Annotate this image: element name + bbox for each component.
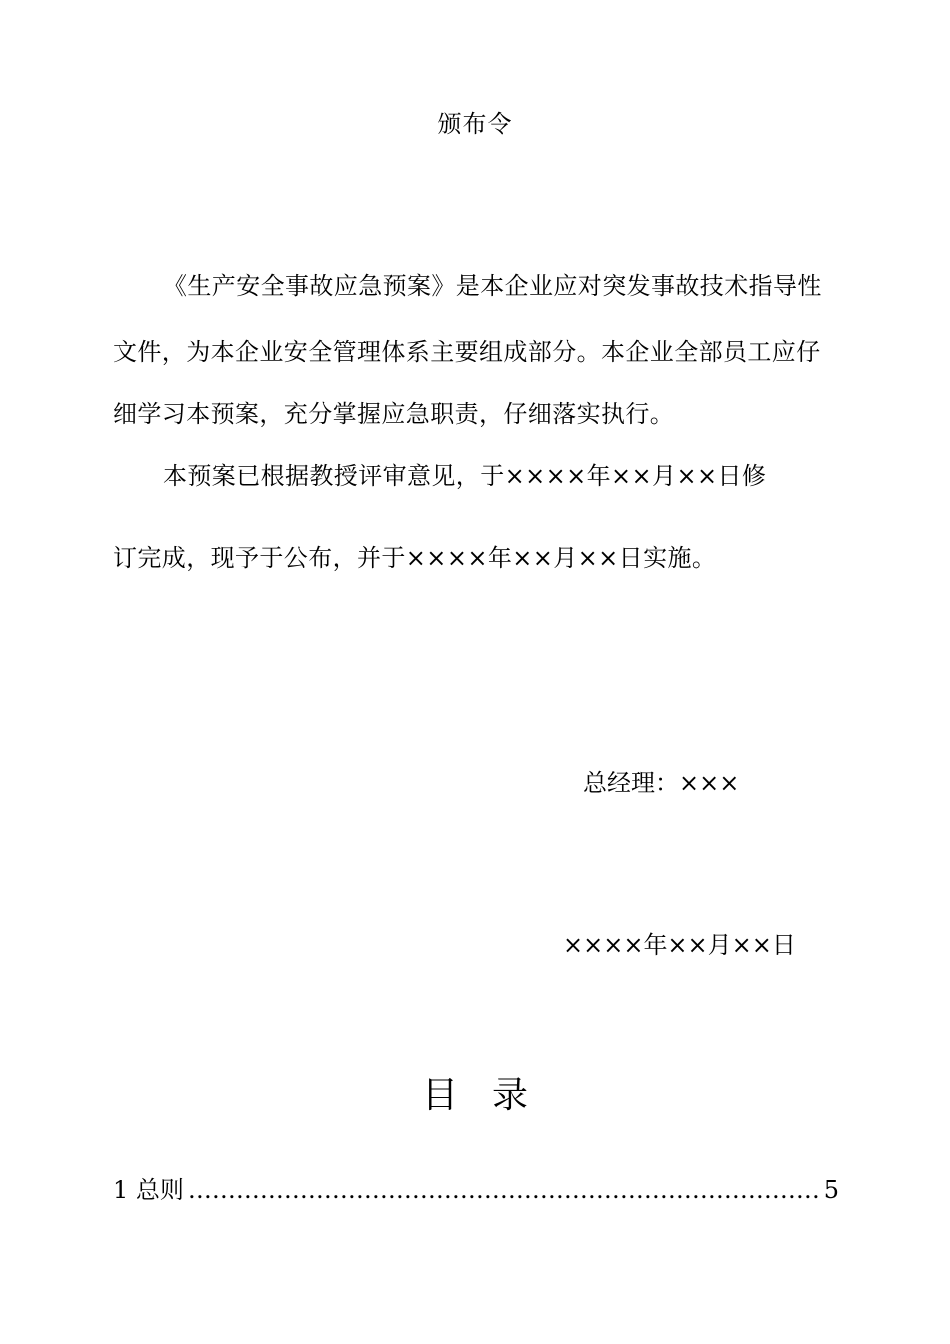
toc-entry[interactable] (113, 1172, 839, 1208)
paragraph-1-line-1: 《生产安全事故应急预案》是本企业应对突发事故技术指导性 (163, 272, 822, 300)
paragraph-1-line-3: 细学习本预案，充分掌握应急职责，仔细落实执行。 (113, 400, 675, 428)
paragraph-2-line-2: 订完成，现予于公布，并于××××年××月××日实施。 (113, 544, 717, 572)
document-title: 颁布令 (437, 110, 513, 138)
signature-date: ××××年××月××日 (563, 931, 796, 959)
toc-title: 目录 (421, 1075, 562, 1116)
toc-dot-leader (188, 1172, 820, 1208)
manager-signature: 总经理：××× (583, 769, 740, 797)
paragraph-1-line-2: 文件，为本企业安全管理体系主要组成部分。本企业全部员工应仔 (113, 338, 821, 366)
toc-entry-label: 1 总则 (113, 1176, 184, 1204)
paragraph-2-line-1: 本预案已根据教授评审意见，于××××年××月××日修 (163, 462, 767, 490)
toc-entry-page-number: 5 (823, 1176, 839, 1204)
